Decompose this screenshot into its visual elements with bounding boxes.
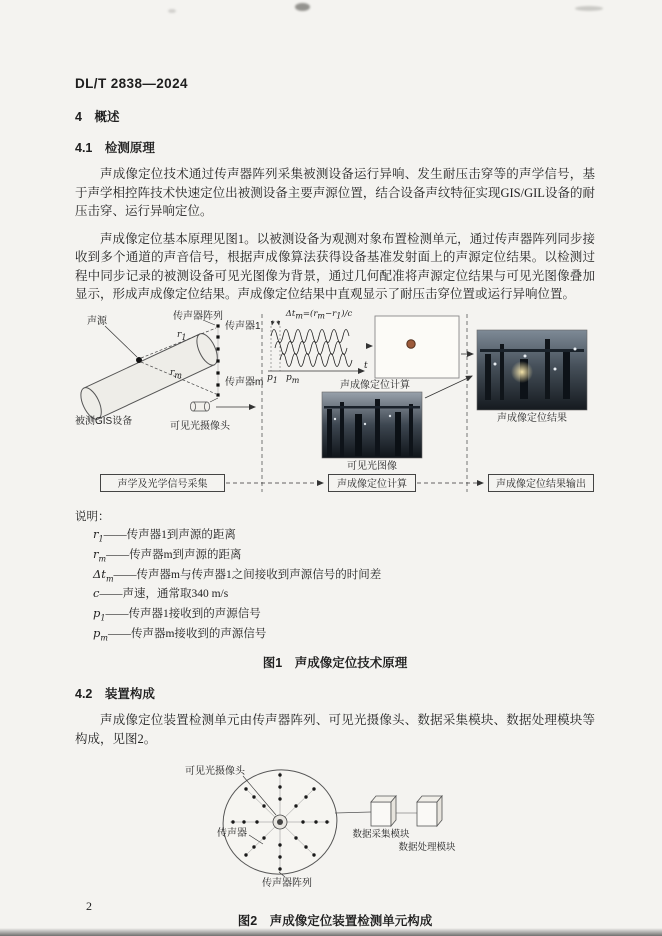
legend-item-c: c——声速，通常取340 m/s [93, 586, 229, 601]
pm-signal-label: $p_m$ [286, 372, 300, 385]
dsp-label: 数据处理模块 [398, 842, 456, 854]
figure-1-caption: 图1 声成像定位技术原理 [262, 656, 408, 671]
legend-item-rm: $r_m——$传声器m到声源的距离 [93, 546, 242, 564]
legend-item-dtm: $\Delta t_m——$传声器m与传声器1之间接收到声源信号的时间差 [93, 566, 382, 583]
mic1-label: 传声器1 [225, 320, 261, 332]
mic-array-label: 传声器阵列 [173, 310, 223, 322]
result-label: 声成像定位结果 [497, 412, 567, 424]
p1-signal-label: $p_1$ [267, 372, 278, 385]
waveform-signals [271, 329, 352, 366]
legend-title: 说明： [75, 510, 110, 523]
standard-number: DL/T 2838—2024 [75, 76, 188, 91]
result-plane-box [375, 316, 459, 378]
paragraph-principle-1: 声成像定位技术通过传声器阵列采集被测设备运行异响、发生耐压击穿等的声学信号，基于声学相控阵技术快速定位出被测设备主要声源位置，结合设备声纹特征实现GIS/GIL设备的耐压击穿、运行异响定位。 [75, 167, 595, 218]
legend-item-p1: $p_1——$传声器1接收到的声源信号 [93, 606, 261, 623]
flow-box-output: 声成像定位结果输出 [488, 474, 594, 492]
paragraph-principle-2: 声成像定位基本原理见图1。以被测设备为观测对象布置检测单元，通过传声器阵列同步接收到多个通道的声音信号，根据声成像算法获得设备基准发射面上的声源定位结果。以检测过程中同步记录的被测设备可见光图像为背景，通过几何配准将声源定位结果与可见光图像叠加显示，形成声成像定位结果。声成像定位结果中直观显示了耐压击穿位置或运行异响位置。 [75, 231, 595, 301]
visible-image-label: 可见光图像 [347, 460, 397, 472]
legend-item-pm: $p_m——$传声器m接收到的声源信号 [93, 625, 267, 643]
figure-2-diagram [175, 760, 495, 900]
legend-item-r1: $r_1——$传声器1到声源的距离 [93, 527, 236, 544]
delay-formula: $\Delta t_m=(r_m-r_1)/c$ [285, 308, 353, 321]
result-photo [477, 330, 587, 410]
page-content [75, 0, 595, 929]
mic-array-label-fig2: 传声器阵列 [262, 878, 312, 890]
time-axis-label: t [364, 360, 368, 371]
section-4-title: 4 概述 [75, 110, 120, 124]
section-4-1-title: 4.1 检测原理 [75, 141, 155, 155]
daq-module-box [371, 796, 396, 826]
visible-light-photo [322, 392, 422, 458]
camera-cylinder-shape [190, 402, 209, 411]
daq-label: 数据采集模块 [352, 829, 410, 841]
r1-distance-label: $r_1$ [177, 329, 187, 342]
micm-label: 传声器m [225, 376, 264, 388]
calc-label: 声成像定位计算 [340, 379, 410, 391]
page-number: 2 [86, 899, 92, 913]
localization-spot [407, 339, 415, 347]
camera-label: 可见光摄像头 [170, 420, 230, 432]
figure-1-diagram [75, 308, 595, 500]
rm-distance-label: $r_m$ [170, 367, 182, 380]
dsp-module-box [417, 796, 442, 826]
mic-label-fig2: 传声器 [217, 828, 247, 840]
paragraph-composition: 声成像定位装置检测单元由传声器阵列、可见光摄像头、数据采集模块、数据处理模块等构成，见图2。 [75, 713, 595, 746]
flow-box-calculation: 声成像定位计算 [328, 474, 416, 492]
section-4-2-title: 4.2 装置构成 [75, 687, 155, 702]
flow-box-acquisition: 声学及光学信号采集 [100, 474, 225, 492]
camera-label-fig2: 可见光摄像头 [185, 766, 245, 778]
figure-1-legend [75, 508, 595, 643]
sound-source-label: 声源 [87, 315, 107, 327]
camera-lens-inner [277, 819, 283, 825]
figure-2-caption: 图2 声成像定位装置检测单元构成 [237, 914, 433, 929]
gis-device-label: 被测GIS设备 [75, 415, 133, 427]
scan-shadow [0, 928, 662, 936]
